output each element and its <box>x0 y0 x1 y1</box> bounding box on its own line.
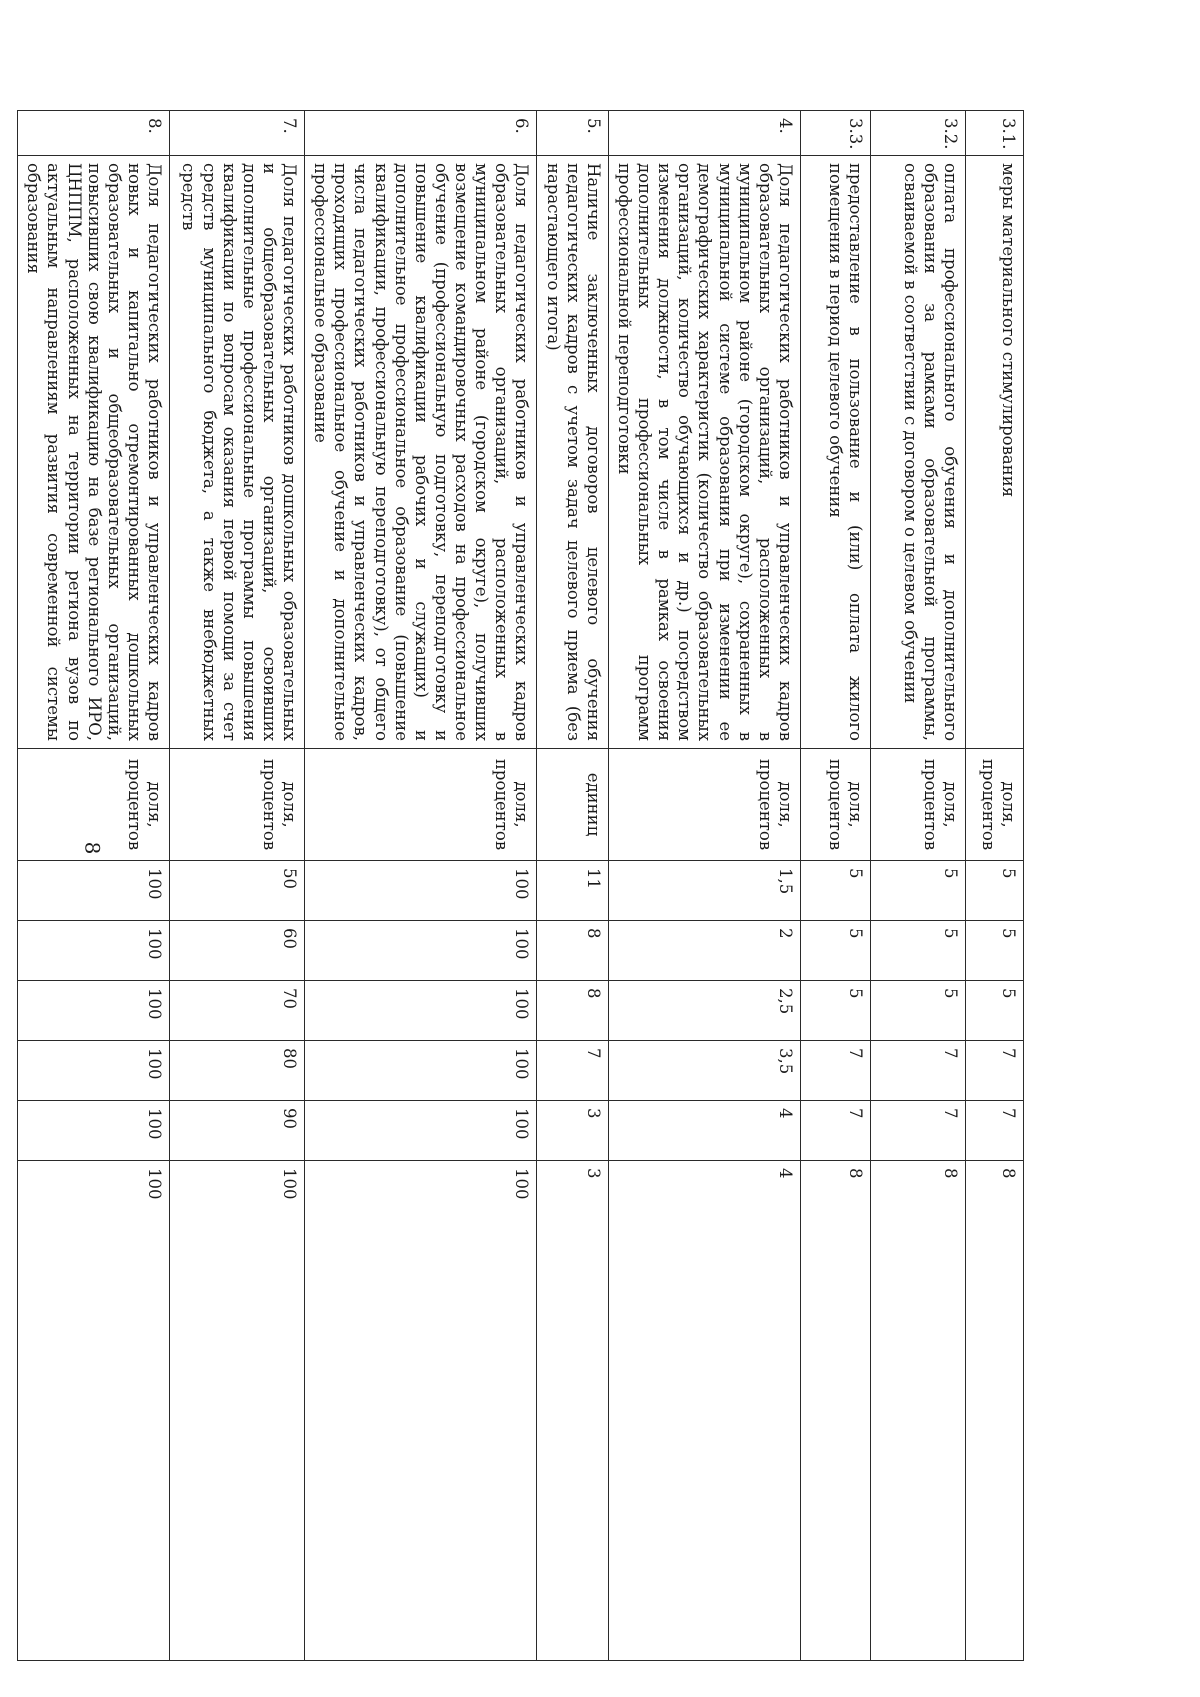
row-number-cell: 3.3. <box>801 111 871 156</box>
unit-cell: единиц <box>537 749 608 861</box>
indicators-table <box>17 110 1024 1661</box>
table-row <box>170 111 305 1661</box>
value-cell: 2,5 <box>608 981 800 1041</box>
value-cell: 7 <box>801 1041 871 1101</box>
value-cell: 100 <box>18 981 170 1041</box>
unit-cell: доля, процентов <box>170 749 305 861</box>
table-row <box>305 111 537 1661</box>
row-number-cell: 7. <box>170 111 305 156</box>
value-cell: 8 <box>537 981 608 1041</box>
value-cell: 7 <box>966 1041 1024 1101</box>
value-cell: 5 <box>801 861 871 921</box>
table-row <box>608 111 800 1661</box>
value-cell: 4 <box>608 1161 800 1661</box>
value-cell: 8 <box>537 921 608 981</box>
row-number-cell: 3.1. <box>966 111 1024 156</box>
indicator-description-cell: Доля педагогических работников и управленческих кадров образовательных организаций, расположенных в муниципальном районе (городском округе), получивших возмещение командировочных расходов на профессиональное обучение (профессиональную подготовку, переподготовку и повышение квалификации рабочих и служащих) и дополнительное профессиональное образование (повышение квалификации, профессиональную переподготовку), от общего числа педагогических работников и управленческих кадров, проходящих профессиональное обучение и дополнительное профессиональное образование <box>305 156 537 749</box>
indicator-description-cell: предоставление в пользование и (или) оплата жилого помещения в период целевого обучения <box>801 156 871 749</box>
unit-cell: доля, процентов <box>871 749 966 861</box>
value-cell: 8 <box>871 1161 966 1661</box>
table-row <box>18 111 170 1661</box>
value-cell: 7 <box>871 1041 966 1101</box>
value-cell: 100 <box>305 861 537 921</box>
table-row <box>966 111 1024 1661</box>
value-cell: 3,5 <box>608 1041 800 1101</box>
indicator-description-cell: Доля педагогических работников и управленческих кадров образовательных организаций, расположенных в муниципальном районе (городском округе), сохраненных в муниципальной системе образования при изменении ее демографических характеристик (количество образовательных организаций, количество обучающихся и др.) посредством изменения должности, в том числе в рамках освоения дополнительных профессиональных программ профессиональной переподготовки <box>608 156 800 749</box>
value-cell: 5 <box>801 981 871 1041</box>
row-number-cell: 6. <box>305 111 537 156</box>
value-cell: 100 <box>305 981 537 1041</box>
unit-cell: доля, процентов <box>305 749 537 861</box>
row-number-cell: 8. <box>18 111 170 156</box>
table-row <box>537 111 608 1661</box>
value-cell: 8 <box>966 1161 1024 1661</box>
value-cell: 100 <box>305 1101 537 1161</box>
indicator-description-cell: Доля педагогических работников и управленческих кадров новых и капитально отремонтированных дошкольных образовательных и общеобразовательных организаций, повысивших свою квалификацию на базе регионального ИРО, ЦНППМ, расположенных на территории региона вузов по актуальным направлениям развития современной системы образования <box>18 156 170 749</box>
value-cell: 80 <box>170 1041 305 1101</box>
value-cell: 5 <box>871 981 966 1041</box>
value-cell: 5 <box>966 921 1024 981</box>
value-cell: 2 <box>608 921 800 981</box>
value-cell: 100 <box>18 1161 170 1661</box>
value-cell: 5 <box>966 861 1024 921</box>
value-cell: 7 <box>537 1041 608 1101</box>
value-cell: 100 <box>305 921 537 981</box>
indicator-description-cell: Доля педагогических работников дошкольных образовательных и общеобразовательных организаций, освоивших дополнительные профессиональные программы повышения квалификации по вопросам оказания первой помощи за счет средств муниципального бюджета, а также внебюджетных средств <box>170 156 305 749</box>
row-number-cell: 5. <box>537 111 608 156</box>
value-cell: 100 <box>305 1041 537 1101</box>
row-number-cell: 4. <box>608 111 800 156</box>
indicator-description-cell: меры материального стимулирования <box>966 156 1024 749</box>
page-number: 8 <box>80 841 105 855</box>
value-cell: 7 <box>966 1101 1024 1161</box>
value-cell: 100 <box>18 1041 170 1101</box>
unit-cell: доля, процентов <box>608 749 800 861</box>
table-row <box>871 111 966 1661</box>
value-cell: 7 <box>801 1101 871 1161</box>
value-cell: 100 <box>18 1101 170 1161</box>
value-cell: 5 <box>871 861 966 921</box>
value-cell: 5 <box>966 981 1024 1041</box>
table-row <box>801 111 871 1661</box>
value-cell: 100 <box>170 1161 305 1661</box>
unit-cell: доля, процентов <box>801 749 871 861</box>
indicator-description-cell: Наличие заключенных договоров целевого обучения педагогических кадров с учетом задач целевого приема (без нарастающего итога) <box>537 156 608 749</box>
unit-cell: доля, процентов <box>966 749 1024 861</box>
unit-cell: доля, процентов <box>18 749 170 861</box>
value-cell: 100 <box>305 1161 537 1661</box>
value-cell: 50 <box>170 861 305 921</box>
rotated-table-container <box>24 110 1024 1660</box>
value-cell: 5 <box>801 921 871 981</box>
indicator-description-cell: оплата профессионального обучения и дополнительного образования за рамками образовательной программы, осваиваемой в соответствии с договором о целевом обучении <box>871 156 966 749</box>
value-cell: 11 <box>537 861 608 921</box>
value-cell: 3 <box>537 1161 608 1661</box>
row-number-cell: 3.2. <box>871 111 966 156</box>
value-cell: 60 <box>170 921 305 981</box>
value-cell: 4 <box>608 1101 800 1161</box>
value-cell: 8 <box>801 1161 871 1661</box>
value-cell: 90 <box>170 1101 305 1161</box>
value-cell: 100 <box>18 921 170 981</box>
value-cell: 5 <box>871 921 966 981</box>
value-cell: 100 <box>18 861 170 921</box>
value-cell: 70 <box>170 981 305 1041</box>
value-cell: 1,5 <box>608 861 800 921</box>
value-cell: 7 <box>871 1101 966 1161</box>
value-cell: 3 <box>537 1101 608 1161</box>
